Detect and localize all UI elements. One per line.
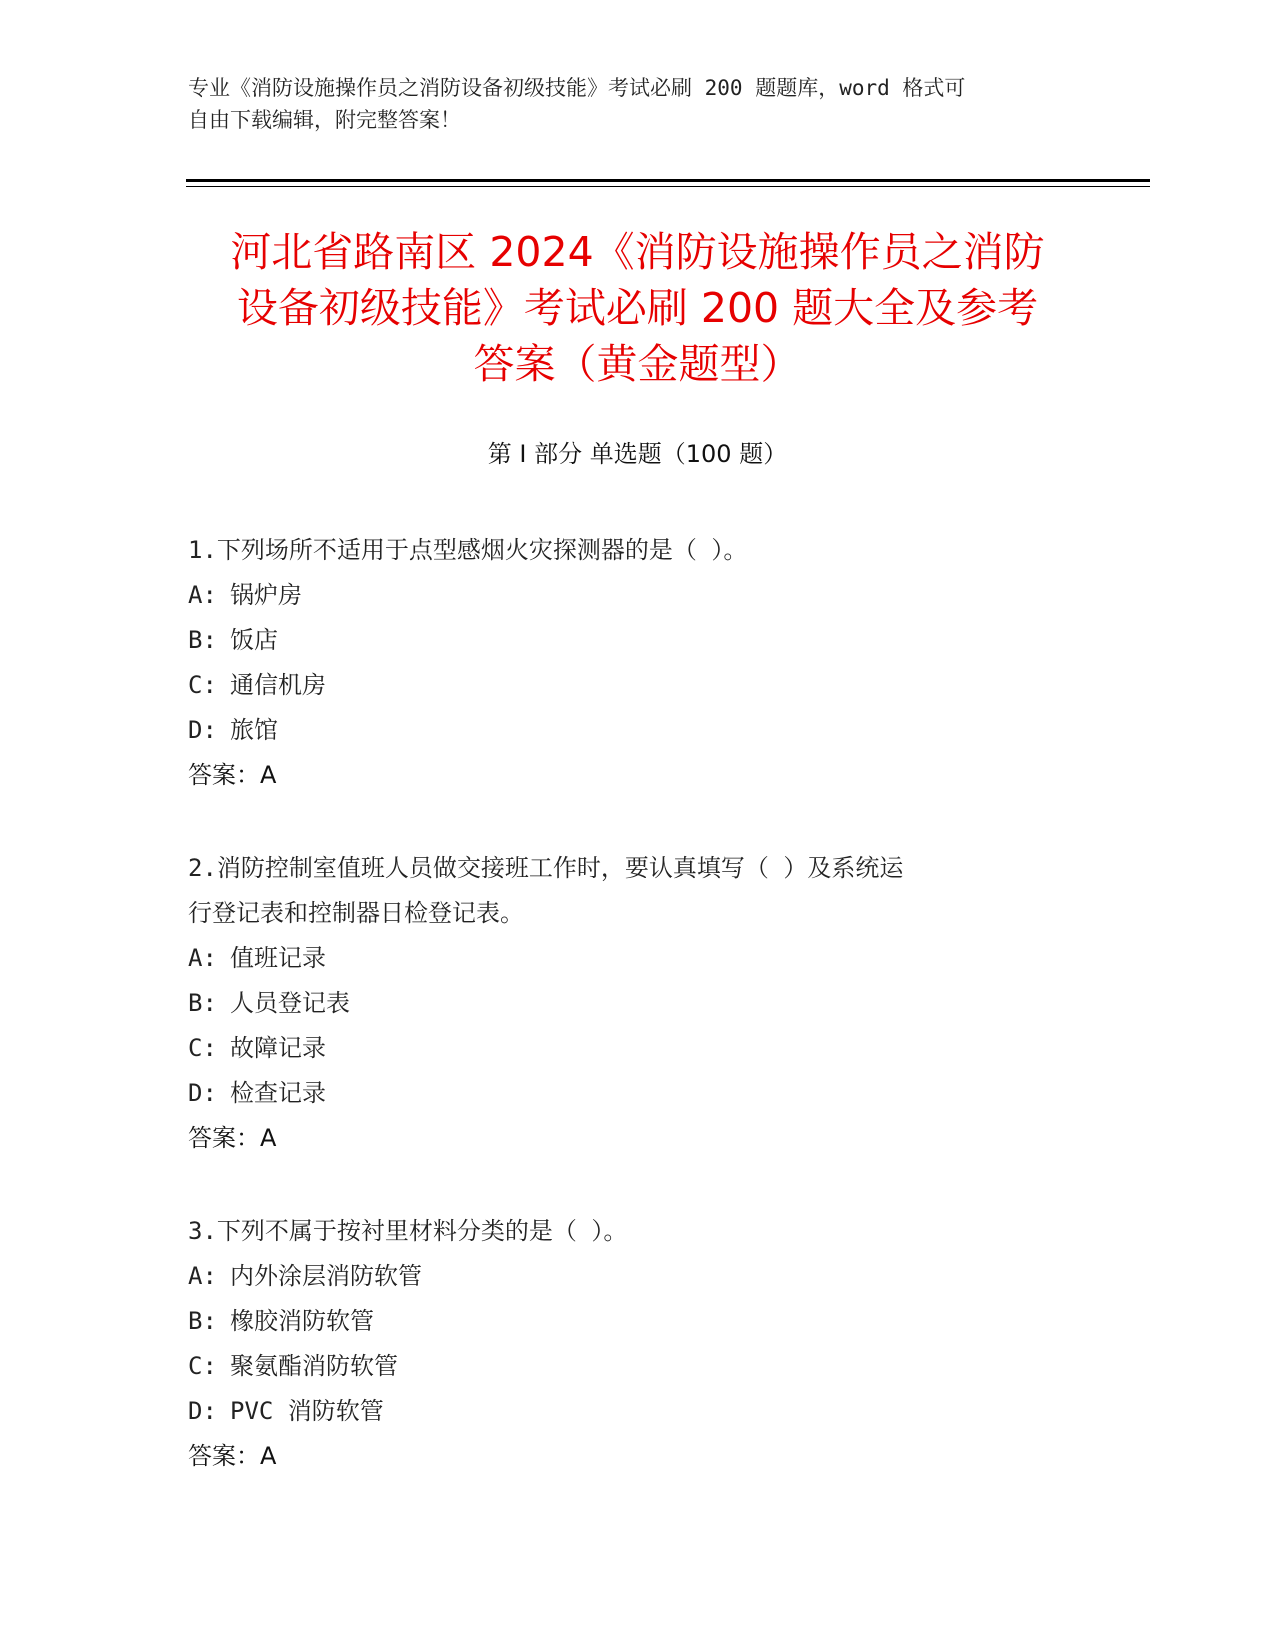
answer-label: 答案： [188, 761, 260, 789]
header-note-line: 自由下载编辑，附完整答案！ [188, 108, 461, 132]
answer-label: 答案： [188, 1124, 260, 1152]
question-stem-line: 行登记表和控制器日检登记表。 [188, 899, 524, 927]
document-title [160, 224, 1115, 392]
option-b [188, 981, 1088, 1026]
option-letter: D: [188, 1079, 217, 1107]
question-2 [188, 846, 1088, 1161]
question-list [188, 528, 1088, 1527]
option-letter: C: [188, 1352, 217, 1380]
question-stem-line: 1.下列场所不适用于点型感烟火灾探测器的是（ ）。 [188, 536, 748, 564]
option-letter: B: [188, 626, 217, 654]
option-text: 值班记录 [230, 944, 326, 972]
option-text: 旅馆 [230, 716, 278, 744]
question-stem [188, 846, 1088, 936]
question-stem [188, 528, 1088, 573]
option-text: 故障记录 [230, 1034, 326, 1062]
option-text: 通信机房 [230, 671, 326, 699]
section-title: 第 I 部分 单选题（100 题） [487, 440, 788, 468]
option-text: 锅炉房 [230, 581, 302, 609]
option-letter: D: [188, 716, 217, 744]
option-text: 饭店 [230, 626, 278, 654]
header-note [188, 72, 1088, 136]
option-b [188, 1299, 1088, 1344]
answer-line [188, 753, 1088, 798]
option-letter: D: [188, 1397, 217, 1425]
option-d [188, 1389, 1088, 1434]
question-1 [188, 528, 1088, 798]
option-letter: B: [188, 989, 217, 1017]
answer-label: 答案： [188, 1442, 260, 1470]
option-a [188, 1254, 1088, 1299]
question-stem-line: 3.下列不属于按衬里材料分类的是（ ）。 [188, 1217, 628, 1245]
option-text: PVC 消防软管 [230, 1397, 384, 1425]
document-title-line: 设备初级技能》考试必刷 200 题大全及参考 [236, 284, 1039, 332]
answer-value: A [260, 1442, 277, 1470]
question-stem [188, 1209, 1088, 1254]
option-letter: C: [188, 1034, 217, 1062]
answer-value: A [260, 1124, 277, 1152]
option-d [188, 708, 1088, 753]
option-letter: C: [188, 671, 217, 699]
document-title-line: 河北省路南区 2024《消防设施操作员之消防 [230, 228, 1045, 276]
option-c [188, 1026, 1088, 1071]
option-text: 聚氨酯消防软管 [230, 1352, 398, 1380]
option-c [188, 1344, 1088, 1389]
question-3 [188, 1209, 1088, 1479]
option-b [188, 618, 1088, 663]
option-d [188, 1071, 1088, 1116]
option-list [188, 1254, 1088, 1434]
question-stem-line: 2.消防控制室值班人员做交接班工作时，要认真填写（ ）及系统运 [188, 854, 904, 882]
answer-value: A [260, 761, 277, 789]
option-text: 检查记录 [230, 1079, 326, 1107]
answer-line [188, 1434, 1088, 1479]
option-list [188, 936, 1088, 1116]
option-letter: A: [188, 944, 217, 972]
option-list [188, 573, 1088, 753]
option-letter: A: [188, 581, 217, 609]
document-title-line: 答案（黄金题型） [473, 340, 802, 388]
header-note-line: 专业《消防设施操作员之消防设备初级技能》考试必刷 200 题题库，word 格式可 [188, 76, 966, 100]
header-divider-thick [186, 179, 1150, 182]
option-letter: B: [188, 1307, 217, 1335]
option-c [188, 663, 1088, 708]
option-a [188, 936, 1088, 981]
option-letter: A: [188, 1262, 217, 1290]
option-text: 人员登记表 [230, 989, 350, 1017]
option-text: 橡胶消防软管 [230, 1307, 374, 1335]
option-a [188, 573, 1088, 618]
header-divider-thin [186, 186, 1150, 187]
option-text: 内外涂层消防软管 [230, 1262, 422, 1290]
answer-line [188, 1116, 1088, 1161]
